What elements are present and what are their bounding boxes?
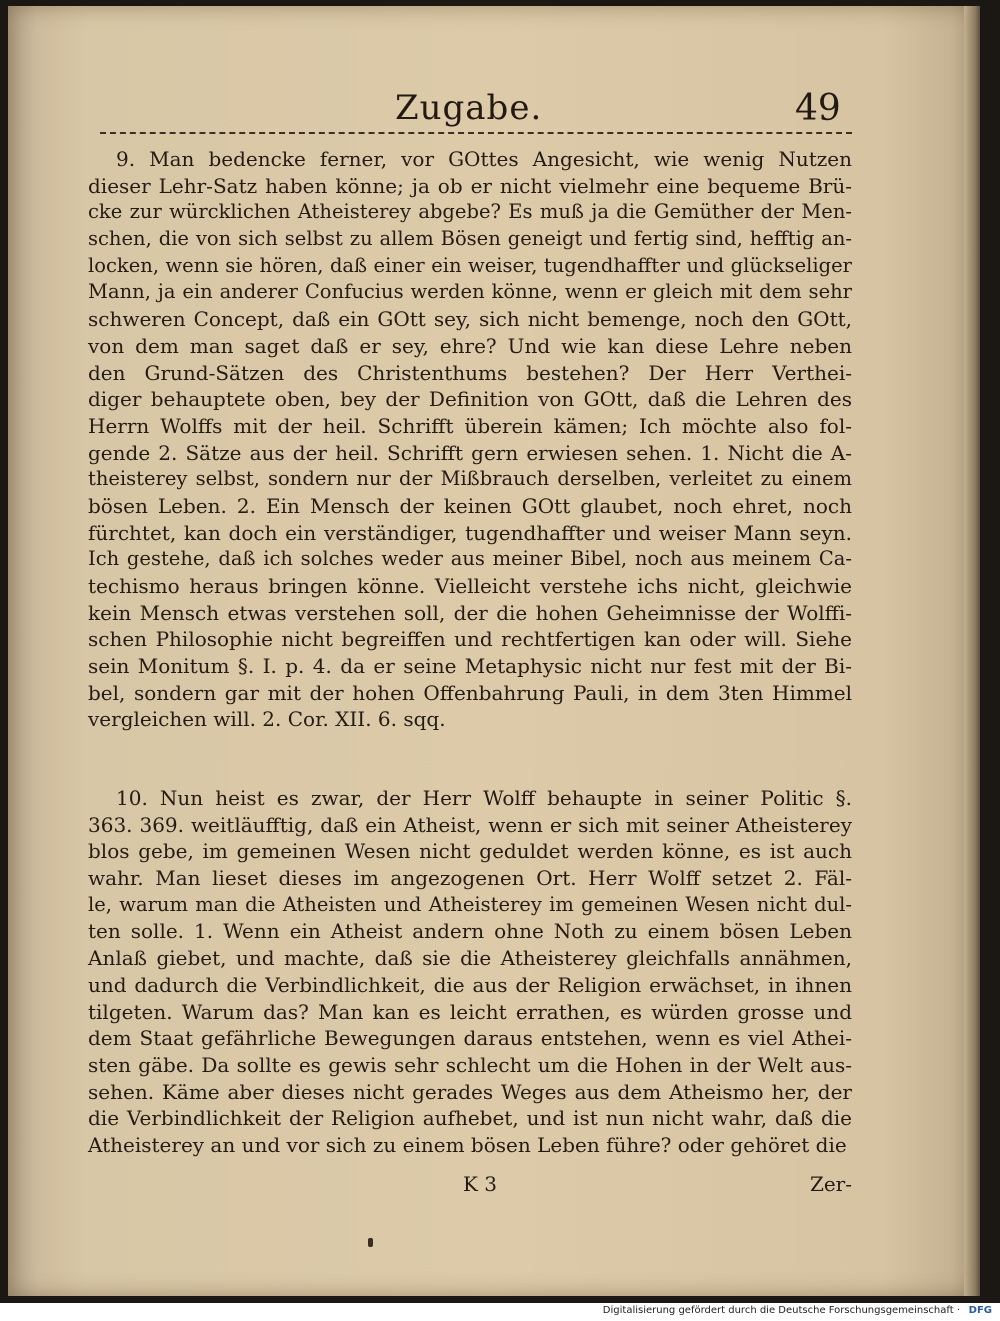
page-footer	[88, 1172, 852, 1202]
text-line: vergleichen will. 2. Cor. XII. 6. sqq.	[88, 707, 446, 732]
catchword: Zer-	[809, 1172, 852, 1196]
text-line: sein Monitum §. I. p. 4. da er seine Metaphysic nicht nur fest mit der Bi-	[88, 654, 852, 679]
text-line: locken, wenn sie hören, daß einer ein weiser, tugendhaffter und glückseliger	[88, 253, 852, 277]
text-line: le, warum man die Atheisten und Atheisterey im gemeinen Wesen nicht dul-	[88, 892, 852, 916]
signature-mark: K 3	[463, 1172, 498, 1196]
header-rule	[100, 132, 852, 134]
text-line: wahr. Man lieset dieses im angezogenen Ort. Herr Wolff setzet 2. Fäl-	[88, 866, 852, 891]
paragraph-9	[88, 146, 852, 733]
text-line: 9. Man bedencke ferner, vor GOttes Angesicht, wie wenig Nutzen	[116, 147, 852, 171]
text-line: schen Philosophie nicht begreiffen und rechtfertigen kan oder will. Siehe	[88, 627, 852, 652]
text-line: blos gebe, im gemeinen Wesen nicht geduldet werden könne, es ist auch	[88, 839, 852, 864]
text-line: 10. Nun heist es zwar, der Herr Wolff behaupte in seiner Politic §.	[116, 786, 852, 810]
text-line: Ich gestehe, daß ich solches weder aus meiner Bibel, noch aus meinem Ca-	[88, 547, 852, 571]
text-line: bel, sondern gar mit der hohen Offenbahrung Pauli, in dem 3ten Himmel	[88, 680, 852, 705]
text-line: diger behauptete oben, bey der Definition von GOtt, daß die Lehren des	[88, 387, 852, 412]
text-line: den Grund-Sätzen des Christenthums bestehen? Der Herr Verthei-	[88, 360, 852, 385]
text-line: Herrn Wolffs mit der heil. Schrifft überein kämen; Ich möchte also fol-	[88, 413, 852, 438]
text-line: dem Staat gefährliche Bewegungen daraus entstehen, wenn es viel Athei-	[88, 1026, 852, 1051]
text-line: gende 2. Sätze aus der heil. Schrifft gern erwiesen sehen. 1. Nicht die A-	[88, 440, 852, 465]
text-line: die Verbindlichkeit der Religion aufhebet, und ist nun nicht wahr, daß die	[88, 1106, 852, 1131]
digitization-credit: Digitalisierung gefördert durch die Deutsche Forschungsgemeinschaft ·	[602, 1305, 960, 1316]
text-line: Anlaß giebet, und machte, daß sie die Atheisterey gleichfalls annähmen,	[88, 946, 852, 971]
text-line: cke zur würcklichen Atheisterey abgebe? Es muß ja die Gemüther der Men-	[88, 200, 852, 224]
text-line: kein Mensch etwas verstehen soll, der die hohen Geheimnisse der Wolffi-	[88, 600, 852, 625]
text-line: schen, die von sich selbst zu allem Bösen geneigt und fertig sind, hefftig an-	[88, 227, 852, 251]
text-line: Mann, ja ein anderer Confucius werden könne, wenn er gleich mit dem sehr	[88, 280, 852, 304]
text-line: techismo heraus bringen könne. Vielleicht verstehe ichs nicht, gleichwie	[88, 574, 852, 598]
text-line: ten solle. 1. Wenn ein Atheist andern ohne Noth zu einem bösen Leben	[88, 919, 852, 944]
ink-speck	[368, 1238, 373, 1247]
text-line: theisterey selbst, sondern nur der Mißbrauch derselben, verleitet zu einem	[88, 467, 852, 491]
text-line: dieser Lehr-Satz haben könne; ja ob er nicht vielmehr eine bequeme Brü-	[88, 173, 852, 198]
dfg-logo: DFG	[968, 1305, 992, 1316]
page-edge	[964, 6, 980, 1296]
text-line: sehen. Käme aber dieses nicht gerades Weges aus dem Atheismo her, der	[88, 1079, 852, 1104]
text-line: sten gäbe. Da sollte es gewis sehr schlecht um die Hohen in der Welt aus-	[88, 1052, 852, 1077]
text-line: und dadurch die Verbindlichkeit, die aus der Religion erwächset, in ihnen	[88, 972, 852, 997]
text-line: bösen Leben. 2. Ein Mensch der keinen GOtt glaubet, noch ehret, noch	[88, 493, 852, 518]
page-number: 49	[795, 88, 841, 129]
text-line: tilgeten. Warum das? Man kan es leicht errathen, es würden grosse und	[88, 999, 852, 1024]
text-line: Atheisterey an und vor sich zu einem bösen Leben führe? oder gehöret die	[88, 1132, 847, 1157]
paragraph-10	[88, 785, 852, 1159]
running-title: Zugabe.	[395, 88, 543, 128]
text-line: fürchtet, kan doch ein verständiger, tugendhaffter und weiser Mann seyn.	[88, 520, 852, 545]
text-line: schweren Concept, daß ein GOtt sey, sich nicht bemenge, noch den GOtt,	[88, 307, 852, 332]
text-line: von dem man saget daß er sey, ehre? Und wie kan diese Lehre neben	[88, 333, 852, 358]
text-line: 363. 369. weitläufftig, daß ein Atheist, wenn er sich mit seiner Atheisterey	[88, 812, 852, 837]
